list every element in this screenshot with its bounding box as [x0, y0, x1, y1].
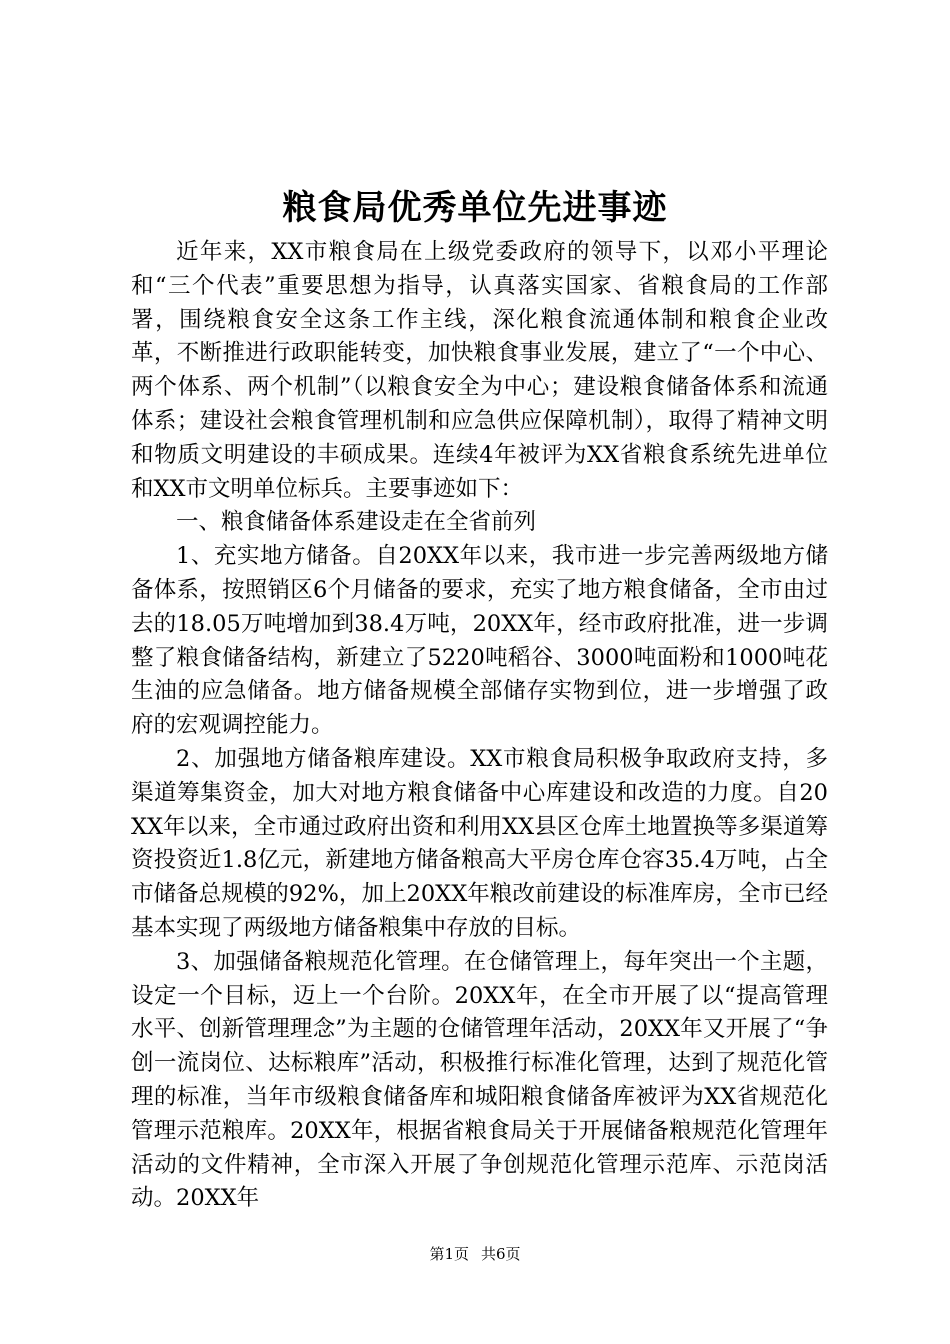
document-body [131, 236, 828, 1216]
document-title: 粮食局优秀单位先进事迹 [282, 188, 668, 228]
paragraph-item-1: 1、充实地方储备。自20XX年以来，我市进一步完善两级地方储备体系，按照销区6个月储备的要求，充实了地方粮食储备，全市由过去的18.05万吨增加到38.4万吨，20XX年，经市政府批准，进一步调整了粮食储备结构，新建立了5220吨稻谷、3000吨面粉和1000吨花生油的应急储备。地方储备规模全部储存实物到位，进一步增强了政府的宏观调控能力。 [131, 543, 828, 739]
page-number: 第1页 [429, 1245, 469, 1263]
paragraph-intro: 近年来，XX市粮食局在上级党委政府的领导下，以邓小平理论和“三个代表”重要思想为指导，认真落实国家、省粮食局的工作部署，围绕粮食安全这条工作主线，深化粮食流通体制和粮食企业改革，不断推进行政职能转变，加快粮食事业发展，建立了“一个中心、两个体系、两个机制”（以粮食安全为中心；建设粮食储备体系和流通体系；建设社会粮食管理机制和应急供应保障机制），取得了精神文明和物质文明建设的丰硕成果。连续4年被评为XX省粮食系统先进单位和XX市文明单位标兵。主要事迹如下： [131, 239, 828, 502]
paragraph-item-3: 3、加强储备粮规范化管理。在仓储管理上，每年突出一个主题，设定一个目标，迈上一个台阶。20XX年，在全市开展了以“提高管理水平、创新管理理念”为主题的仓储管理年活动，20XX年又开展了“争创一流岗位、达标粮库”活动，积极推行标准化管理，达到了规范化管理的标准，当年市级粮食储备库和城阳粮食储备库被评为XX省规范化管理示范粮库。20XX年，根据省粮食局关于开展储备粮规范化管理年活动的文件精神，全市深入开展了争创规范化管理示范库、示范岗活动。20XX年 [131, 948, 828, 1212]
paragraph-item-2: 2、加强地方储备粮库建设。XX市粮食局积极争取政府支持，多渠道筹集资金，加大对地方粮食储备中心库建设和改造的力度。自20XX年以来，全市通过政府出资和利用XX县区仓库土地置换等多渠道筹资投资近1.8亿元，新建地方储备粮高大平房仓库仓容35.4万吨，占全市储备总规模的92%，加上20XX年粮改前建设的标准库房，全市已经基本实现了两级地方储备粮集中存放的目标。 [131, 745, 828, 941]
section-heading-1: 一、粮食储备体系建设走在全省前列 [176, 509, 537, 536]
page-total: 共6页 [481, 1245, 521, 1263]
page-footer [0, 1244, 950, 1264]
